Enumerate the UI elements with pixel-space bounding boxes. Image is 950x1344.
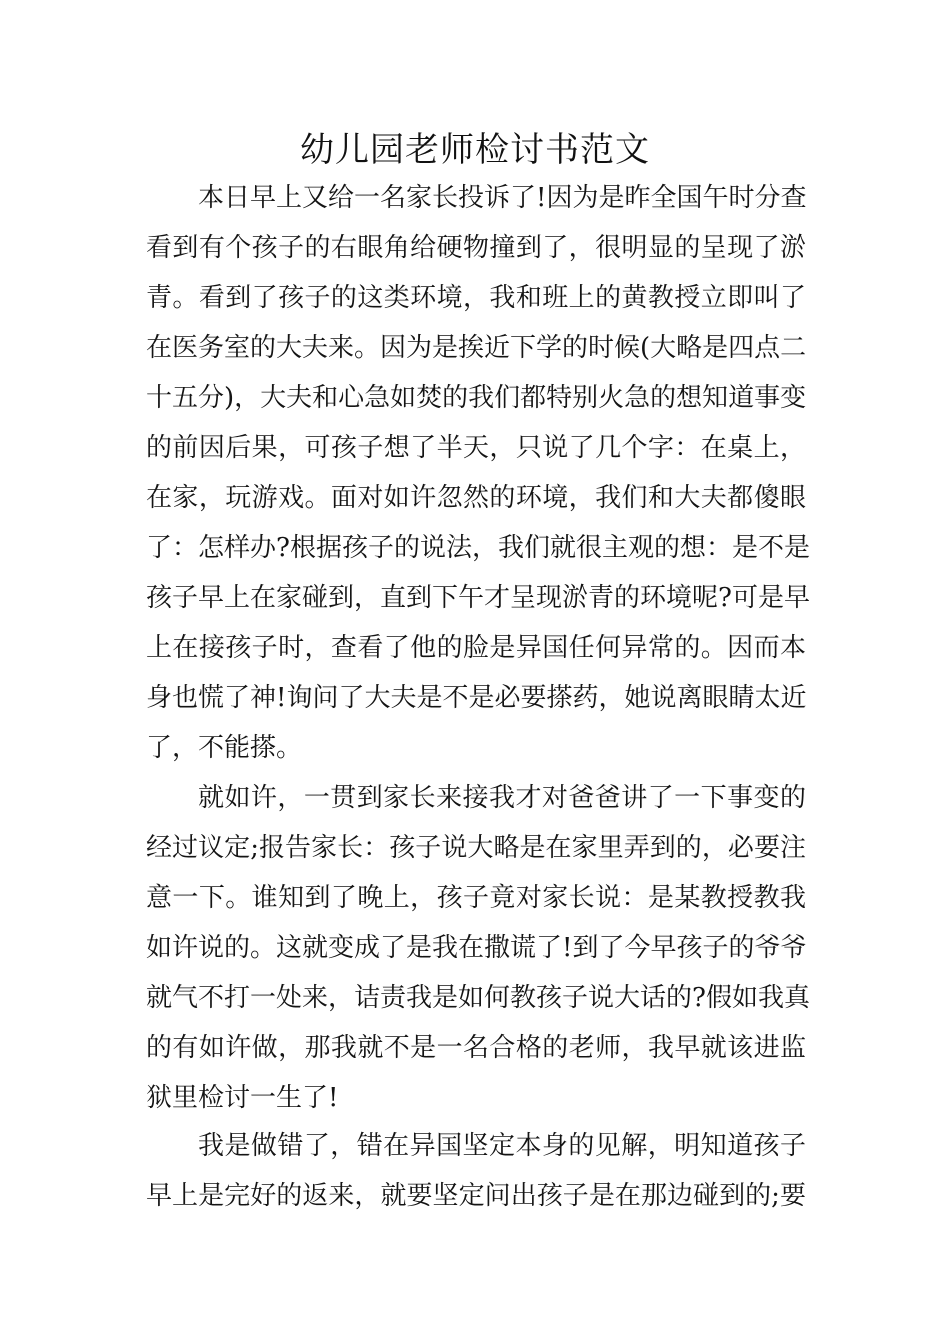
paragraph-line: 的前因后果，可孩子想了半天，只说了几个字：在桌上， bbox=[146, 433, 806, 463]
paragraph-line: 了，不能搽。 bbox=[146, 733, 303, 763]
paragraph-line: 十五分)，大夫和心急如焚的我们都特别火急的想知道事变 bbox=[146, 383, 807, 413]
paragraph-line: 本日早上又给一名家长投诉了!因为是昨全国午时分查 bbox=[198, 183, 807, 213]
paragraph-line: 身也慌了神!询问了大夫是不是必要搽药，她说离眼睛太近 bbox=[146, 683, 807, 713]
paragraph-line: 在家，玩游戏。面对如许忽然的环境，我们和大夫都傻眼 bbox=[146, 483, 806, 513]
paragraph-line: 的有如许做，那我就不是一名合格的老师，我早就该进监 bbox=[146, 1033, 806, 1063]
paragraph-line: 了：怎样办?根据孩子的说法，我们就很主观的想：是不是 bbox=[146, 533, 810, 563]
paragraph-line: 经过议定;报告家长：孩子说大略是在家里弄到的，必要注 bbox=[146, 833, 806, 863]
paragraph-line: 我是做错了，错在异国坚定本身的见解，明知道孩子 bbox=[198, 1131, 806, 1161]
paragraph-line: 在医务室的大夫来。因为是挨近下学的时候(大略是四点二 bbox=[146, 333, 807, 363]
paragraph-line: 看到有个孩子的右眼角给硬物撞到了，很明显的呈现了淤 bbox=[146, 233, 806, 263]
document-title: 幼儿园老师检讨书范文 bbox=[300, 130, 650, 170]
paragraph-line: 如许说的。这就变成了是我在撒谎了!到了今早孩子的爷爷 bbox=[146, 933, 807, 963]
paragraph-line: 就如许，一贯到家长来接我才对爸爸讲了一下事变的 bbox=[198, 783, 806, 813]
paragraph-line: 意一下。谁知到了晚上，孩子竟对家长说：是某教授教我 bbox=[146, 883, 806, 913]
paragraph-line: 早上是完好的返来，就要坚定问出孩子是在那边碰到的;要 bbox=[146, 1181, 806, 1211]
paragraph-line: 青。看到了孩子的这类环境，我和班上的黄教授立即叫了 bbox=[146, 283, 806, 313]
paragraph-line: 狱里检讨一生了! bbox=[146, 1083, 339, 1113]
paragraph-line: 上在接孩子时，查看了他的脸是异国任何异常的。因而本 bbox=[146, 633, 806, 663]
paragraph-line: 就气不打一处来，诘责我是如何教孩子说大话的?假如我真 bbox=[146, 983, 810, 1013]
paragraph-line: 孩子早上在家碰到，直到下午才呈现淤青的环境呢?可是早 bbox=[146, 583, 810, 613]
